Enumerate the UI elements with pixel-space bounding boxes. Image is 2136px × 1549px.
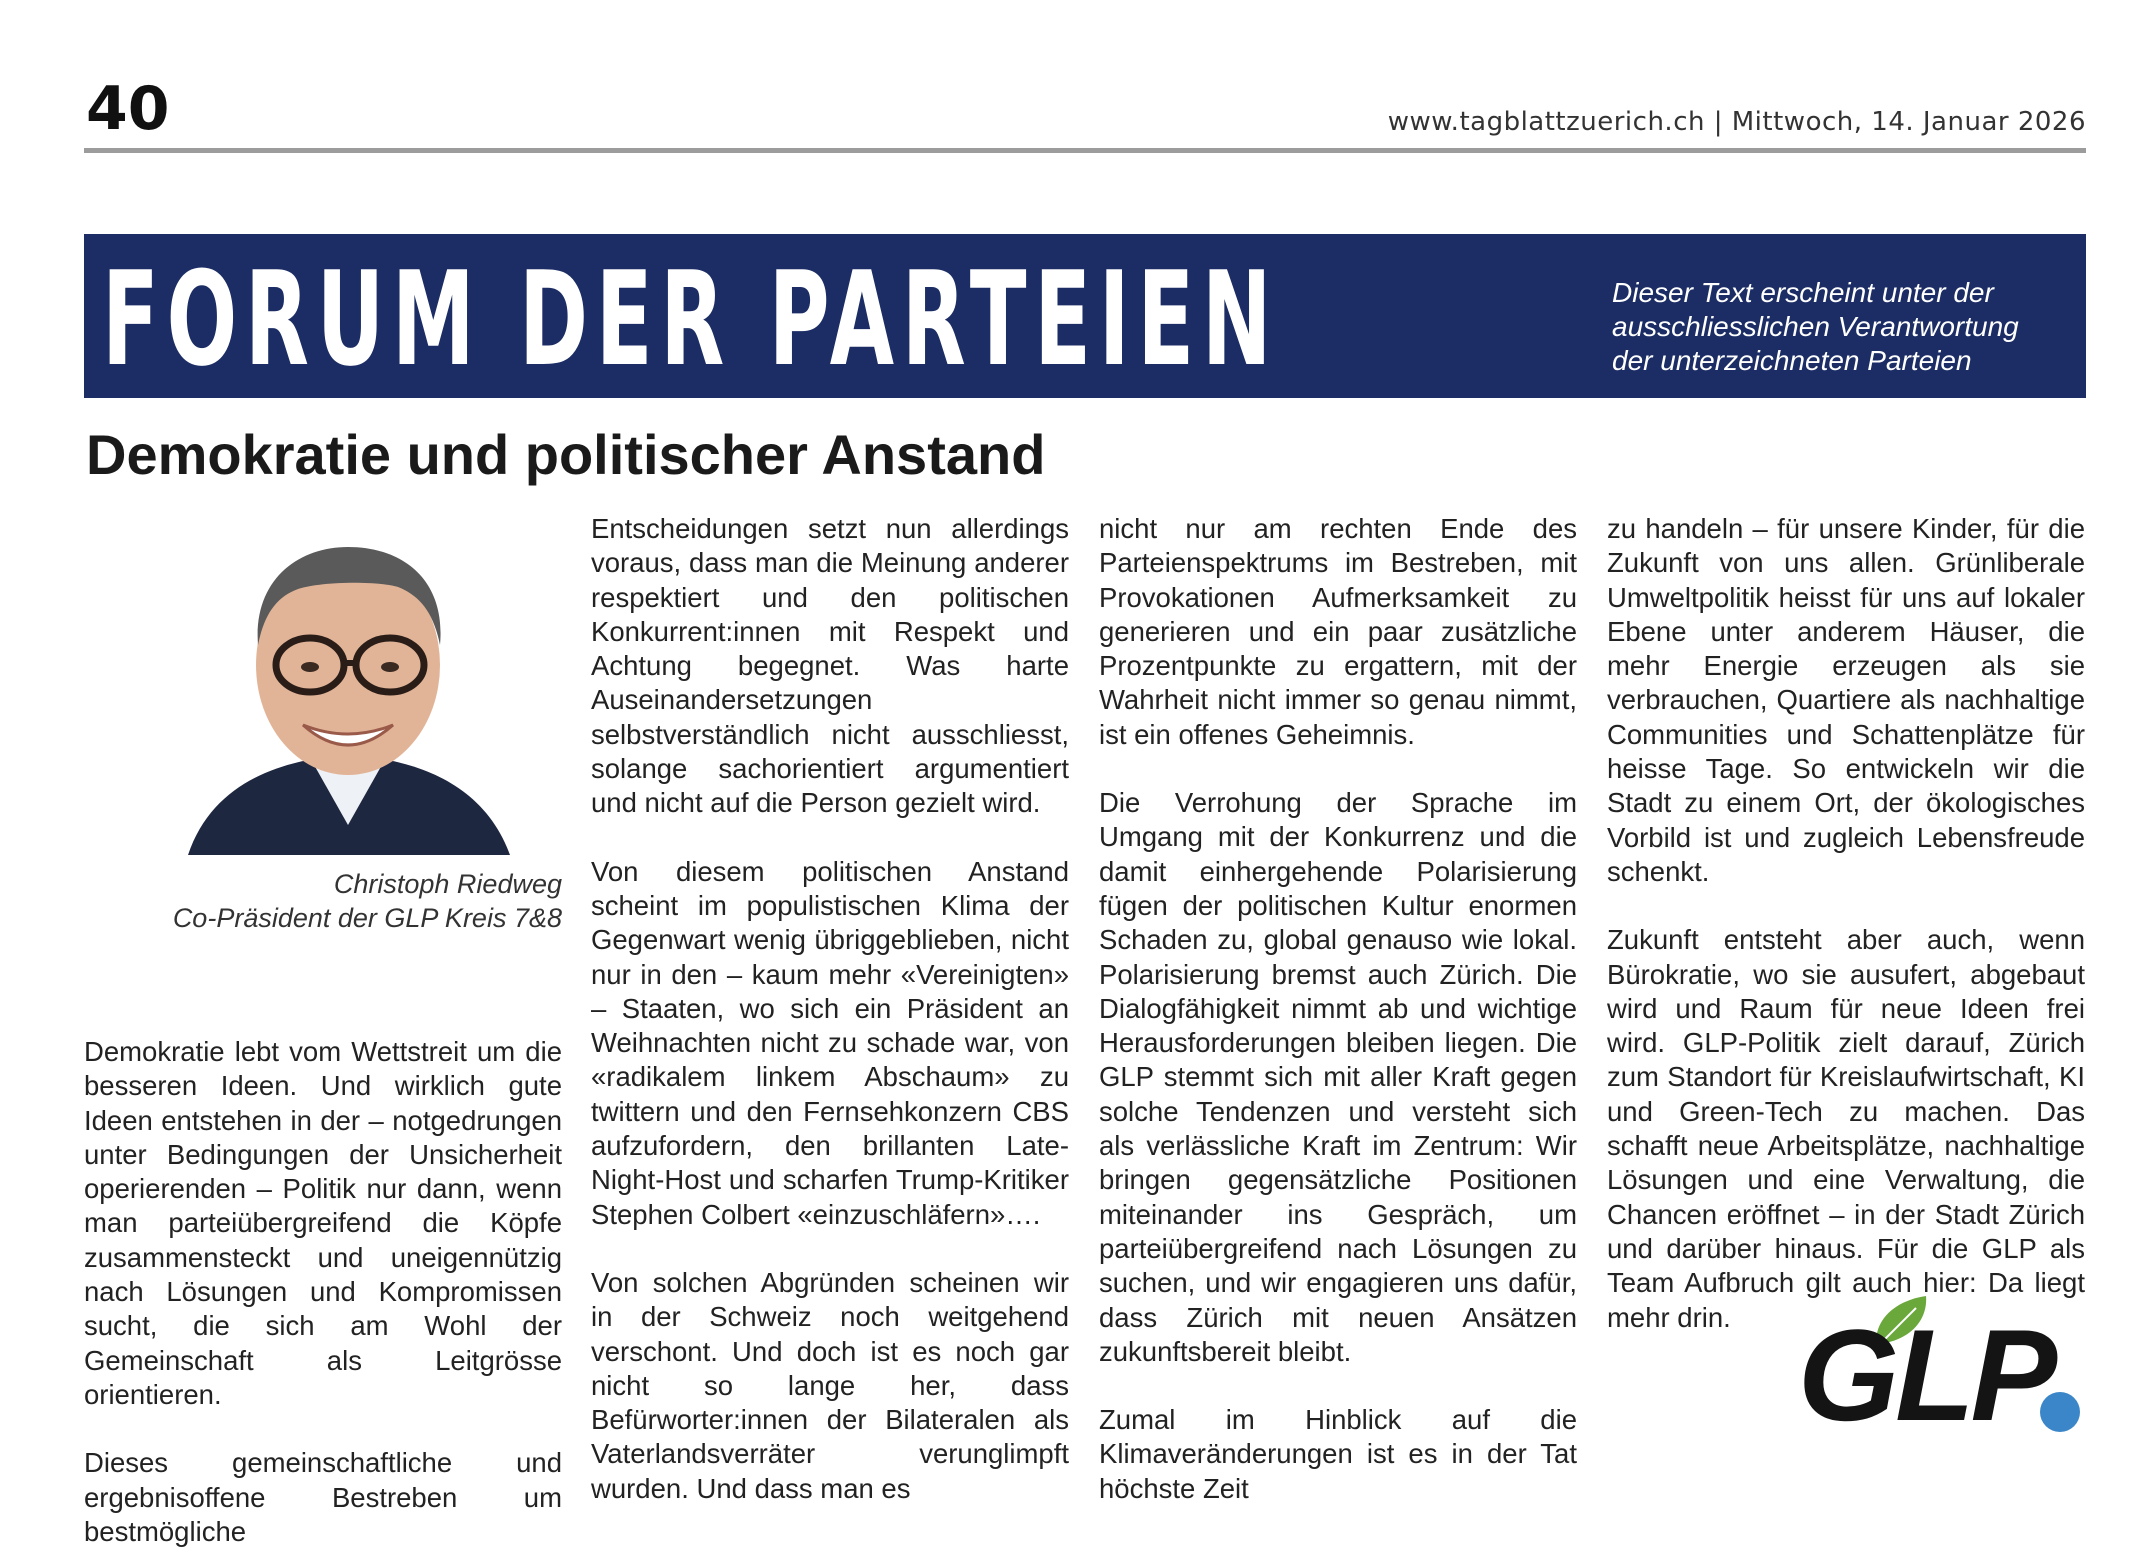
author-caption bbox=[84, 867, 562, 935]
article-column-2 bbox=[591, 512, 1069, 1506]
article-paragraph: Die Verrohung der Sprache im Umgang mit der Konkurrenz und die damit einhergehende Polarisierung fügen der politischen Kultur enormen Schaden zu, global genauso wie lokal. Polarisierung bremst auch Zürich. Die Dialogfähigkeit nimmt ab und wichtige Herausforderungen bleiben liegen. Die GLP stemmt sich mit aller Kraft gegen solche Tendenzen und versteht sich als verlässliche Kraft im Zentrum: Wir bringen gegensätzliche Positionen miteinander ins Gespräch, um parteiübergreifend nach Lösungen zu suchen, und wir engagieren uns dafür, dass Zürich mit neuen Ansätzen zukunftsbereit bleibt. bbox=[1099, 787, 1577, 1367]
article-paragraph: zu handeln – für unsere Kinder, für die Zukunft von uns allen. Grünliberale Umweltpolitik heisst für uns auf lokaler Ebene unter anderem Häuser, die mehr Energie erzeugen als sie verbrauchen, Quartiere als nachhaltige Communities und Schattenplätze für heisse Tage. So entwickeln wir die Stadt zu einem Ort, der ökologisches Vorbild ist und zugleich Lebensfreude schenkt. bbox=[1607, 513, 2085, 887]
article-paragraph: Zukunft entsteht aber auch, wenn Bürokratie, wo sie ausufert, abgebaut wird und Raum für neue Ideen frei wird. GLP-Politik zielt darauf, Zürich zum Standort für Kreislaufwirtschaft, KI und Green-Tech zu machen. Das schafft neue Arbeitsplätze, nachhaltige Lösungen und eine Verwaltung, die Chancen eröffnet – in der Stadt Zürich und darüber hinaus. Für die GLP als Team Aufbruch gilt auch hier: Da liegt mehr drin. bbox=[1607, 924, 2085, 1333]
page-number: 40 bbox=[86, 74, 170, 144]
article-paragraph: nicht nur am rechten Ende des Parteienspektrums im Bestreben, mit Provokationen Aufmerksamkeit zu generieren und ein paar zusätzliche Prozentpunkte zu ergattern, mit der Wahrheit nicht immer so genau nimmt, ist ein offenes Geheimnis. bbox=[1099, 513, 1577, 750]
article-column-4 bbox=[1607, 512, 2085, 1335]
article-paragraph: Von diesem politischen Anstand scheint im populistischen Klima der Gegenwart wenig übriggeblieben, nicht nur in den – kaum mehr «Vereinigten» – Staaten, wo sich ein Präsident an Weihnachten nicht zu schade war, von «radikalem linkem Abschaum» zu twittern und den Fernsehkonzern CBS aufzufordern, den brillanten Late-Night-Host und scharfen Trump-Kritiker Stephen Colbert «einzuschläfern»…. bbox=[591, 855, 1069, 1230]
portrait-image bbox=[148, 525, 548, 855]
section-title: FORUM DER PARTEIEN bbox=[102, 243, 1280, 395]
disclaimer-line: ausschliesslichen Verantwortung bbox=[1612, 311, 2019, 342]
article-headline: Demokratie und politischer Anstand bbox=[86, 423, 1046, 486]
logo-text: GLP bbox=[1798, 1302, 2054, 1448]
disclaimer-line: Dieser Text erscheint unter der bbox=[1612, 277, 1994, 308]
header-info: www.tagblattzuerich.ch | Mittwoch, 14. Januar 2026 bbox=[1387, 107, 2086, 137]
article-column-3 bbox=[1099, 512, 1577, 1506]
disclaimer-note bbox=[1612, 276, 2082, 378]
article-paragraph: Entscheidungen setzt nun allerdings voraus, dass man die Meinung anderer respektiert und den politischen Konkurrent:innen mit Respekt und Achtung begegnet. Was harte Auseinandersetzungen selbstverständlich nicht ausschliesst, solange sachorientiert argumentiert und nicht auf die Person gezielt wird. bbox=[591, 513, 1069, 819]
article-paragraph: Von solchen Abgründen scheinen wir in der Schweiz noch weitgehend verschont. Und doch ist es noch gar nicht so lange her, dass Befürworter:innen der Bilateralen als Vaterlandsverräter verunglimpft wurden. Und dass man es bbox=[591, 1266, 1069, 1504]
header-rule bbox=[84, 148, 2086, 153]
author-role: Co-Präsident der GLP Kreis 7&8 bbox=[172, 903, 562, 933]
article-paragraph: Dieses gemeinschaftliche und ergebnisoffene Bestreben um bestmögliche bbox=[84, 1447, 562, 1547]
article-column-1 bbox=[84, 525, 562, 1549]
article-paragraph: Zumal im Hinblick auf die Klimaveränderungen ist es in der Tat höchste Zeit bbox=[1099, 1404, 1577, 1504]
column-1-body bbox=[84, 1035, 562, 1549]
author-name: Christoph Riedweg bbox=[333, 869, 562, 899]
glp-logo bbox=[1798, 1292, 2088, 1448]
article-paragraph: Demokratie lebt vom Wettstreit um die besseren Ideen. Und wirklich gute Ideen entstehen in der – notgedrungen unter Bedingungen der Unsicherheit operierenden – Politik nur dann, wenn man parteiübergreifend die Köpfe zusammensteckt und uneigennützig nach Lösungen und Kompromissen sucht, die sich am Wohl der Gemeinschaft als Leitgrösse orientieren. bbox=[84, 1036, 562, 1410]
section-banner bbox=[84, 234, 2086, 398]
disclaimer-line: der unterzeichneten Parteien bbox=[1612, 345, 1972, 376]
author-portrait bbox=[148, 525, 548, 855]
